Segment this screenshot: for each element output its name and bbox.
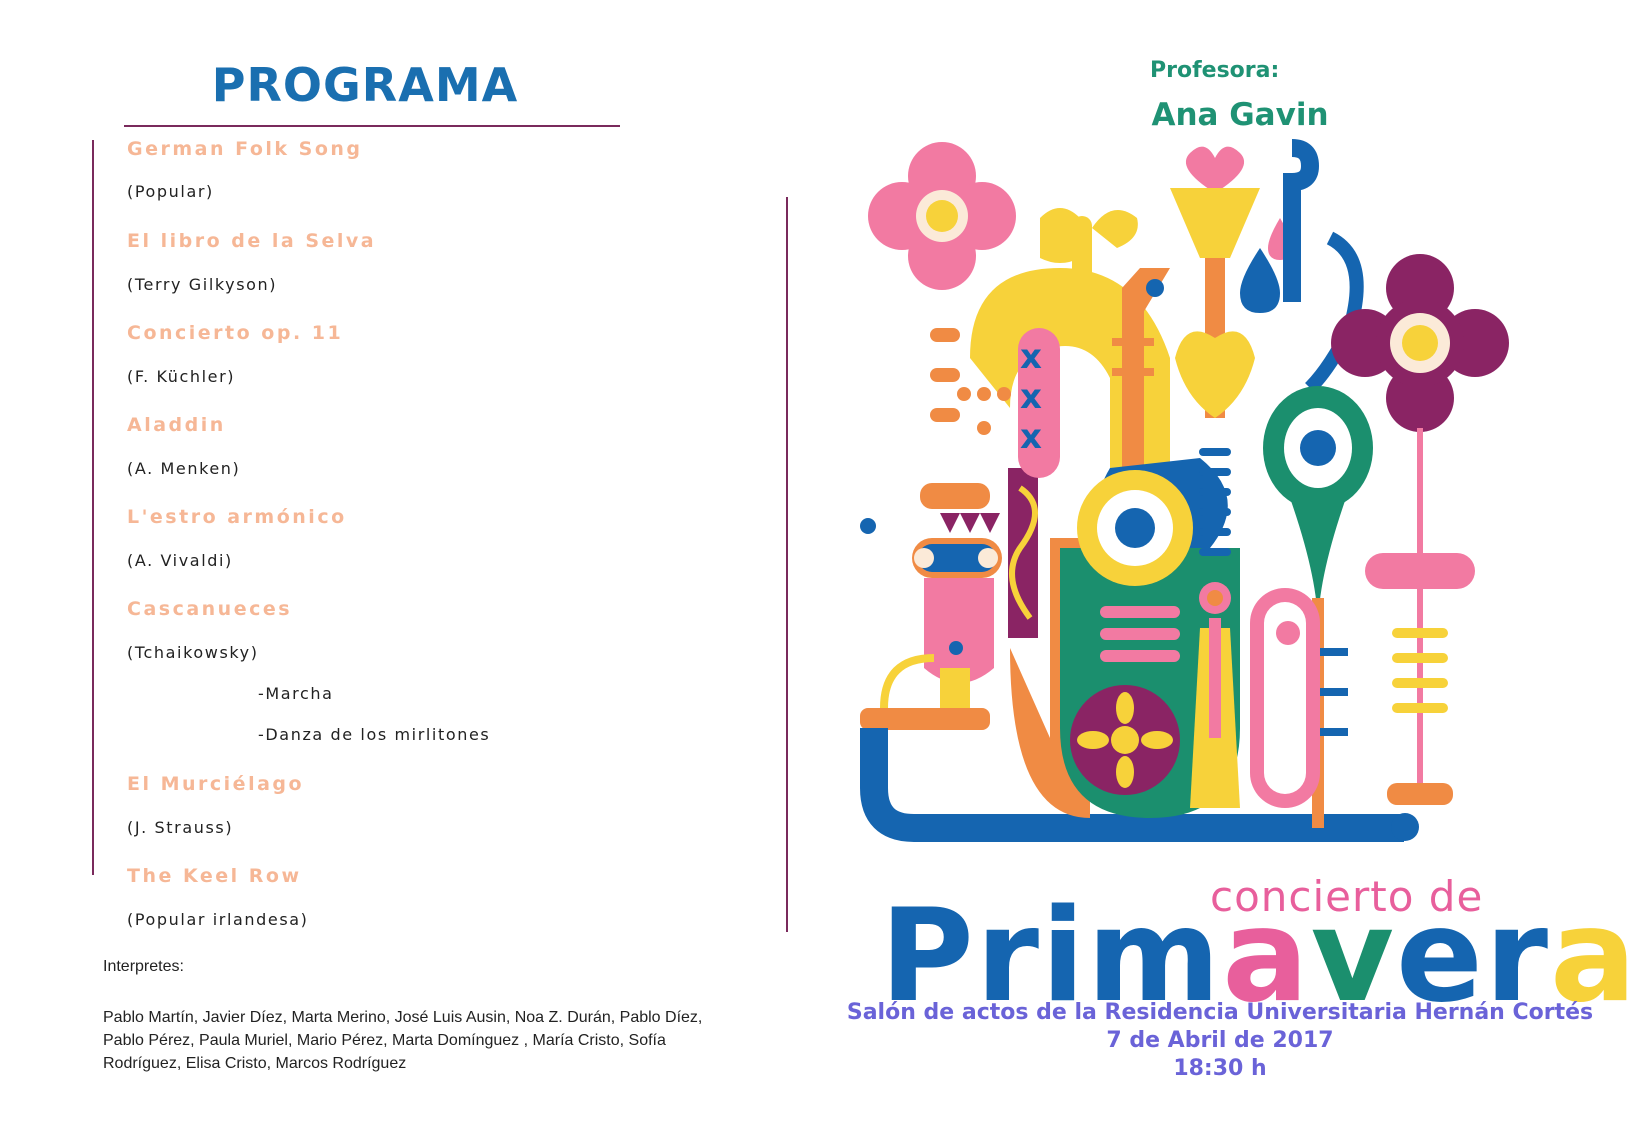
teacher-name: Ana Gavin: [1151, 97, 1329, 133]
svg-text:x: x: [1020, 377, 1042, 417]
blue-dot: [860, 518, 876, 534]
piece-title: Aladdin: [127, 414, 226, 436]
event-venue: Salón de actos de la Residencia Universitaria Hernán Cortés: [846, 1000, 1594, 1025]
piece-composer: (Terry Gilkyson): [127, 275, 278, 294]
pink-flower-icon: [868, 142, 1016, 290]
event-time: 18:30 h: [1173, 1056, 1267, 1081]
piece-title: Concierto op. 11: [127, 322, 344, 344]
teacher-label: Profesora:: [1150, 58, 1280, 83]
center-vertical-line: [786, 197, 788, 932]
pipe-end-dot: [1391, 813, 1419, 841]
piece-composer: (A. Menken): [127, 459, 241, 478]
piece-composer: (F. Küchler): [127, 367, 236, 386]
performers-label: Interpretes:: [103, 958, 184, 975]
title-letter: r: [975, 882, 1041, 1031]
title-letter: v: [1310, 882, 1396, 1031]
movement-item: -Danza de los mirlitones: [258, 725, 491, 744]
title-letter: e: [1396, 882, 1485, 1031]
title-letter: m: [1086, 882, 1223, 1031]
title-letter: r: [1484, 882, 1550, 1031]
piece-composer: (Popular irlandesa): [127, 910, 309, 929]
piece-title: El libro de la Selva: [127, 230, 377, 252]
svg-text:x: x: [1020, 417, 1042, 457]
left-vertical-line: [92, 140, 94, 875]
piece-composer: (J. Strauss): [127, 818, 234, 837]
title-letter: a: [1222, 882, 1311, 1031]
performers-list: Pablo Martín, Javier Díez, Marta Merino, José Luis Ausin, Noa Z. Durán, Pablo Díez, Pablo Pérez, Paula Muriel, Mario Pérez, Marta Domínguez , María Cristo, Sofía Rodríguez, Elisa Cristo, Marcos Rodríguez: [103, 1009, 703, 1072]
piece-composer: (Tchaikowsky): [127, 643, 259, 662]
piece-composer: (Popular): [127, 182, 214, 201]
piece-title: Cascanueces: [127, 598, 293, 620]
purple-flower-icon: [1331, 254, 1509, 805]
piece-title: L'estro armónico: [127, 506, 347, 528]
instruments-illustration: [860, 128, 1520, 868]
title-divider: [124, 125, 620, 127]
title-letter: i: [1040, 882, 1087, 1031]
piece-title: German Folk Song: [127, 138, 363, 160]
event-date: 7 de Abril de 2017: [1106, 1028, 1334, 1053]
program-title: PROGRAMA: [211, 58, 519, 112]
piece-title: El Murciélago: [127, 773, 305, 795]
piece-title: The Keel Row: [127, 865, 302, 887]
movement-item: -Marcha: [258, 684, 334, 703]
piece-composer: (A. Vivaldi): [127, 551, 233, 570]
title-letter: P: [880, 882, 976, 1031]
title-letter: a: [1549, 882, 1638, 1031]
svg-text:x: x: [1020, 337, 1042, 377]
pink-loop-icon: [1250, 588, 1348, 808]
pink-pipe-icon: [860, 538, 1002, 730]
event-subtitle: concierto de: [1210, 872, 1484, 921]
